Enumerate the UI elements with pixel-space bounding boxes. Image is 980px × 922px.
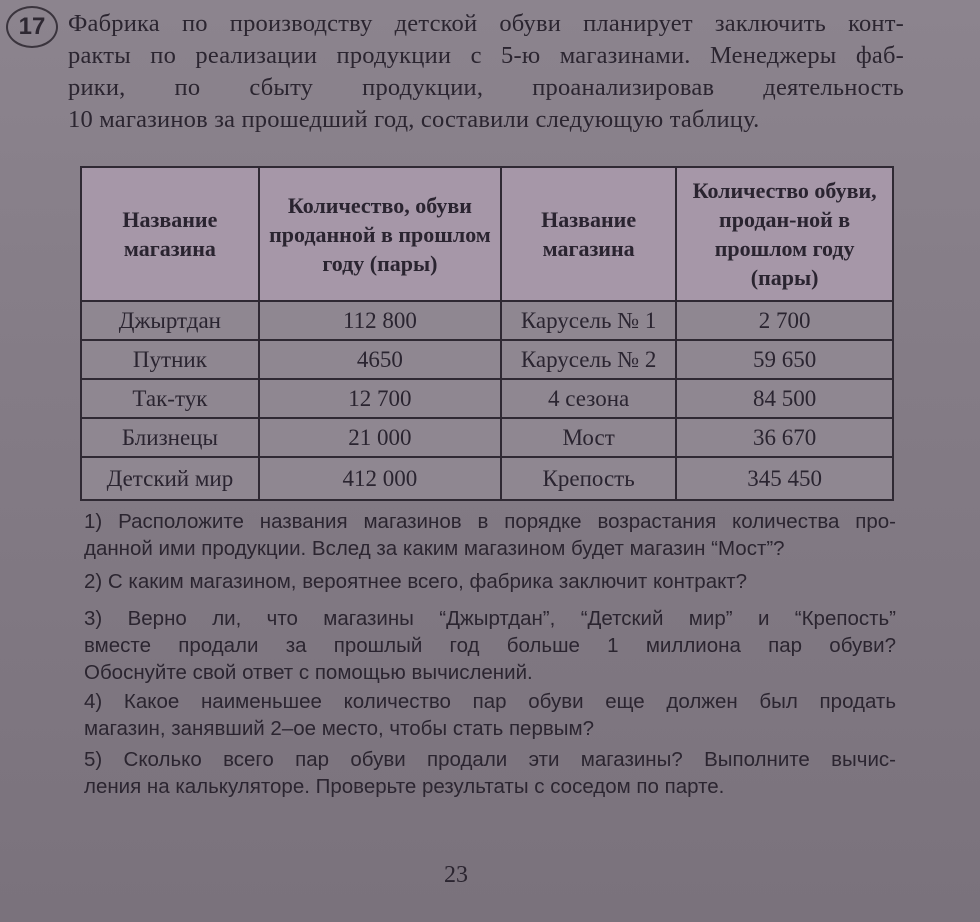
store-name-cell: Карусель № 1 xyxy=(501,301,676,340)
intro-line: рики, по сбыту продукции, проанализировав деятельность xyxy=(68,74,904,101)
store-name-cell: Джыртдан xyxy=(81,301,259,340)
store-name-cell: Детский мир xyxy=(81,457,259,500)
quantity-cell: 12 700 xyxy=(259,379,501,418)
question-2 xyxy=(84,568,896,595)
question-1 xyxy=(84,508,896,562)
questions-list xyxy=(84,508,896,806)
store-name-cell: Близнецы xyxy=(81,418,259,457)
question-line: Обоснуйте свой ответ с помощью вычислений. xyxy=(84,661,533,684)
question-line: 3) Верно ли, что магазины “Джыртдан”, “Детский мир” и “Крепость” xyxy=(84,607,896,630)
question-line: вместе продали за прошлый год больше 1 миллиона пар обуви? xyxy=(84,634,896,657)
header-store-name-2: Название магазина xyxy=(501,167,676,301)
question-4 xyxy=(84,688,896,742)
question-line: ления на калькуляторе. Проверьте результаты с соседом по парте. xyxy=(84,775,725,798)
question-line: магазин, занявший 2–ое место, чтобы стать первым? xyxy=(84,717,594,740)
question-line: 1) Расположите названия магазинов в порядке возрастания количества про- xyxy=(84,510,896,533)
store-name-cell: Так-тук xyxy=(81,379,259,418)
store-name-cell: Крепость xyxy=(501,457,676,500)
table-row xyxy=(81,418,893,457)
table-header-row xyxy=(81,167,893,301)
quantity-cell: 4650 xyxy=(259,340,501,379)
question-line: 4) Какое наименьшее количество пар обуви еще должен был продать xyxy=(84,690,896,713)
quantity-cell: 84 500 xyxy=(676,379,893,418)
quantity-cell: 21 000 xyxy=(259,418,501,457)
store-name-cell: Путник xyxy=(81,340,259,379)
header-sold-quantity-2: Количество обуви, продан-ной в прошлом году (пары) xyxy=(676,167,893,301)
intro-line: 10 магазинов за прошедший год, составили следующую таблицу. xyxy=(68,106,760,133)
store-name-cell: Карусель № 2 xyxy=(501,340,676,379)
intro-line: ракты по реализации продукции с 5-ю магазинами. Менеджеры фаб- xyxy=(68,42,904,69)
quantity-cell: 2 700 xyxy=(676,301,893,340)
table-row xyxy=(81,457,893,500)
problem-number: 17 xyxy=(6,6,58,48)
quantity-cell: 36 670 xyxy=(676,418,893,457)
question-line: 5) Сколько всего пар обуви продали эти магазины? Выполните вычис- xyxy=(84,748,896,771)
question-3 xyxy=(84,605,896,686)
quantity-cell: 412 000 xyxy=(259,457,501,500)
quantity-cell: 112 800 xyxy=(259,301,501,340)
intro-line: Фабрика по производству детской обуви планирует заключить конт- xyxy=(68,10,904,37)
quantity-cell: 345 450 xyxy=(676,457,893,500)
page-number: 23 xyxy=(444,862,468,888)
store-name-cell: Мост xyxy=(501,418,676,457)
question-line: данной ими продукции. Вслед за каким магазином будет магазин “Мост”? xyxy=(84,537,785,560)
quantity-cell: 59 650 xyxy=(676,340,893,379)
sales-table xyxy=(80,166,894,501)
table-row xyxy=(81,301,893,340)
problem-intro xyxy=(68,8,904,136)
question-5 xyxy=(84,746,896,800)
table-row xyxy=(81,379,893,418)
header-store-name: Название магазина xyxy=(81,167,259,301)
question-line: 2) С каким магазином, вероятнее всего, фабрика заключит контракт? xyxy=(84,570,748,593)
table-row xyxy=(81,340,893,379)
store-name-cell: 4 сезона xyxy=(501,379,676,418)
header-sold-quantity: Количество, обуви проданной в прошлом году (пары) xyxy=(259,167,501,301)
